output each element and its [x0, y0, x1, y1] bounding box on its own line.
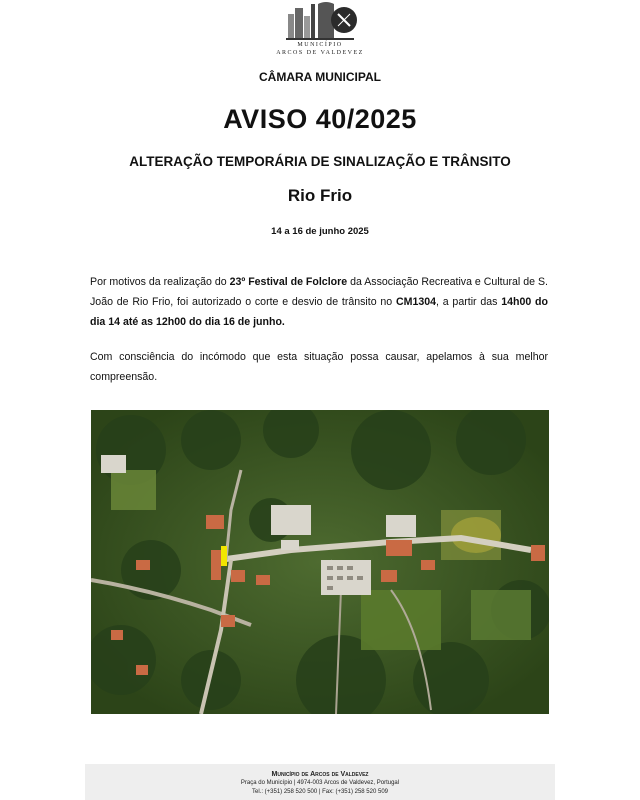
notice-subtitle: ALTERAÇÃO TEMPORÁRIA DE SINALIZAÇÃO E TRÂNSITO [129, 154, 511, 169]
footer-address: Praça do Município | 4974-003 Arcos de Valdevez, Portugal [240, 780, 400, 786]
footer-contacts: Tel.: (+351) 258 520 500 | Fax: (+351) 258 520 509 [252, 789, 388, 795]
body-paragraph-1: Por motivos da realização do 23º Festival de Folclore da Associação Recreativa e Cultural de S. João de Rio Frio, foi autorizado o corte e desvio de trânsito no CM1304, a partir das 14h00 do dia 14 até as 12h00 do dia 16 de junho. [90, 276, 548, 328]
closed-road-highlight [221, 546, 227, 566]
notice-dates: 14 a 16 de junho 2025 [271, 226, 369, 237]
footer [85, 764, 555, 800]
body-paragraph-2: Com consciência do incómodo que esta situação possa causar, apelamos à sua melhor compreensão. [90, 351, 548, 383]
institution-heading: CÂMARA MUNICIPAL [259, 70, 381, 84]
notice-title: AVISO 40/2025 [223, 104, 417, 134]
aerial-map [91, 410, 549, 714]
logo-wordmark: MUNICÍPIO ARCOS DE VALDEVEZ [276, 42, 364, 56]
notice-location: Rio Frio [287, 186, 353, 205]
footer-name: Município de Arcos de Valdevez [271, 771, 369, 778]
